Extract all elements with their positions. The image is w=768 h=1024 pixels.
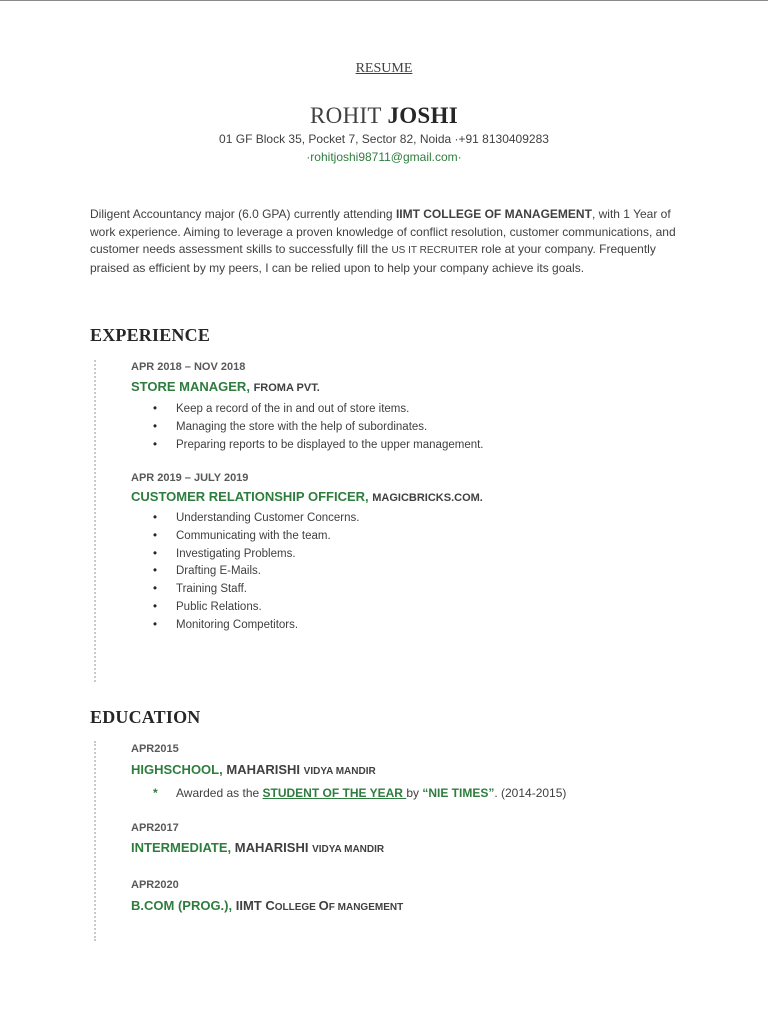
award-post: . (2014-2015) [494, 786, 567, 800]
edu-title [131, 898, 403, 913]
award-line [131, 786, 566, 800]
edu-date: APR2017 [131, 822, 179, 834]
edu-degree: INTERMEDIATE, [131, 840, 232, 855]
award-title: STUDENT OF THE YEAR [262, 786, 407, 800]
list-item: • Drafting E-Mails. [153, 565, 261, 578]
summary-text-2: , with 1 Year of work experience. Aiming to leverage a proven knowledge of conflict resolution, customer communications, and customer needs assessment skills to successfully fill the [90, 207, 676, 256]
job-duties-list [131, 401, 691, 454]
summary-text-3: role at your company. Frequently praised as efficient by my peers, I can be relied upon to help your company achieve its goals. [90, 242, 656, 275]
edu-school: IIMT COLLEGE OF MANGEMENT [235, 898, 404, 913]
edu-date: APR2015 [131, 743, 179, 755]
first-name: ROHIT [310, 103, 382, 128]
summary-text-1: Diligent Accountancy major (6.0 GPA) currently attending [90, 207, 396, 221]
last-name: JOSHI [387, 103, 458, 128]
resume-label: RESUME [355, 61, 413, 76]
job-title [131, 379, 320, 394]
job-date: APR 2018 – NOV 2018 [131, 361, 246, 373]
summary-role: US IT RECRUITER [391, 245, 478, 256]
edu-school-suffix: VIDYA MANDIR [312, 844, 385, 855]
edu-degree: HIGHSCHOOL, [131, 762, 223, 777]
list-item: • Communicating with the team. [153, 529, 331, 542]
top-border [0, 0, 768, 1]
experience-heading: EXPERIENCE [90, 325, 211, 345]
award-by: by [406, 786, 423, 800]
edu-title [131, 762, 376, 777]
list-item: • Public Relations. [153, 600, 262, 613]
job-duties-list [131, 510, 691, 635]
list-item: • Investigating Problems. [153, 547, 296, 560]
job-title [131, 489, 483, 504]
edu-school-suffix: VIDYA MANDIR [303, 766, 376, 777]
star-icon: * [153, 786, 158, 800]
edu-school: MAHARISHI [234, 840, 309, 855]
edu-title [131, 840, 384, 855]
education-heading: EDUCATION [90, 707, 201, 727]
candidate-name [0, 103, 768, 129]
list-item: • Monitoring Competitors. [153, 618, 299, 631]
experience-divider [94, 360, 96, 682]
edu-date: APR2020 [131, 879, 179, 891]
contact-address: 01 GF Block 35, Pocket 7, Sector 82, Noida ·+91 8130409283 [219, 132, 549, 146]
job-role: CUSTOMER RELATIONSHIP OFFICER, [131, 489, 369, 504]
award-pre: Awarded as the [176, 786, 263, 800]
award-org: “NIE TIMES” [422, 786, 495, 800]
edu-school: MAHARISHI [226, 762, 301, 777]
contact-email[interactable]: ·rohitjoshi98711@gmail.com· [306, 150, 462, 164]
list-item: • Understanding Customer Concerns. [153, 512, 360, 524]
list-item: • Keep a record of the in and out of store items. [153, 403, 410, 415]
summary-paragraph [90, 206, 680, 277]
education-divider [94, 741, 96, 941]
edu-degree: B.COM (PROG.), [131, 898, 233, 913]
list-item: • Training Staff. [153, 583, 247, 596]
summary-college: IIMT COLLEGE OF MANAGEMENT [395, 207, 592, 221]
job-company: FROMA PVT. [253, 382, 320, 394]
job-company: MAGICBRICKS.COM. [372, 492, 483, 504]
list-item: • Preparing reports to be displayed to the upper management. [153, 438, 484, 451]
job-date: APR 2019 – JULY 2019 [131, 472, 249, 484]
list-item: • Managing the store with the help of subordinates. [153, 420, 428, 433]
job-role: STORE MANAGER, [131, 379, 250, 394]
